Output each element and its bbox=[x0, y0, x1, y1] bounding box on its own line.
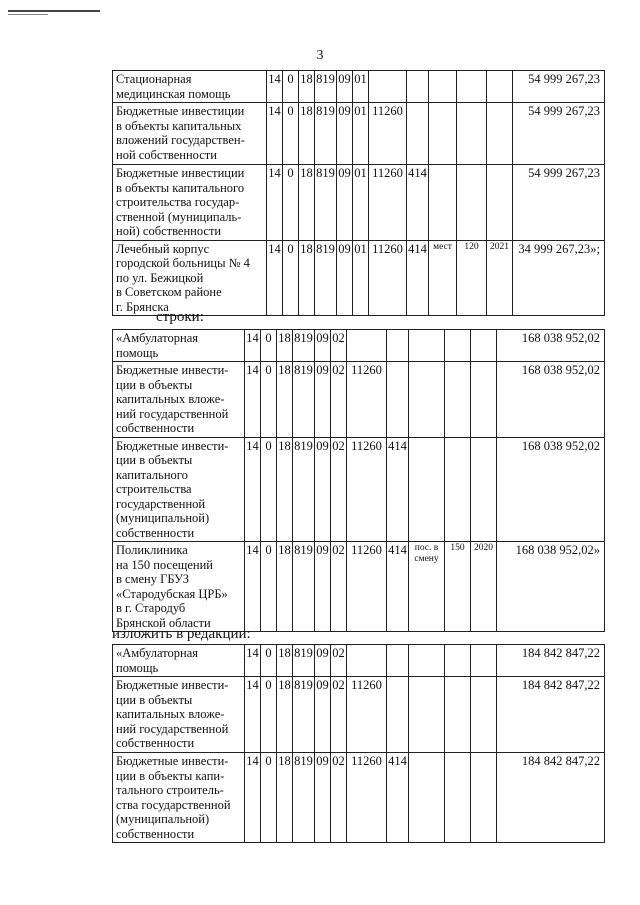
amount-cell: 184 842 847,22 bbox=[497, 645, 605, 677]
code-cell: 18 bbox=[299, 240, 315, 316]
amount-cell: 184 842 847,22 bbox=[497, 677, 605, 753]
code-cell: 819 bbox=[315, 103, 337, 165]
code-cell: 819 bbox=[293, 645, 315, 677]
code-cell bbox=[347, 645, 387, 677]
code-cell: 14 bbox=[245, 677, 261, 753]
code-cell: 819 bbox=[315, 165, 337, 241]
row-name: «Амбулаторная помощь bbox=[113, 645, 245, 677]
code-cell: 11260 bbox=[347, 753, 387, 843]
row-name: Поликлиника на 150 посещений в смену ГБУЗ «Стародубская ЦРБ» в г. Стародуб Брянской области bbox=[113, 542, 245, 632]
row-name: Стационарная медицинская помощь bbox=[113, 71, 267, 103]
code-cell bbox=[387, 645, 409, 677]
code-cell: 18 bbox=[299, 71, 315, 103]
unit-cell bbox=[429, 103, 457, 165]
code-cell: 02 bbox=[331, 542, 347, 632]
year-cell bbox=[471, 437, 497, 542]
table-row bbox=[113, 542, 605, 632]
code-cell: 0 bbox=[261, 645, 277, 677]
amount-cell: 34 999 267,23»; bbox=[513, 240, 605, 316]
budget-table-1 bbox=[112, 70, 605, 316]
code-cell: 414 bbox=[387, 542, 409, 632]
row-name: Бюджетные инвести- ции в объекты капитального строительства государственной (муниципальной) собственности bbox=[113, 437, 245, 542]
amount-cell: 184 842 847,22 bbox=[497, 753, 605, 843]
code-cell bbox=[387, 330, 409, 362]
row-name: Лечебный корпус городской больницы № 4 по ул. Бежицкой в Советском районе г. Брянска bbox=[113, 240, 267, 316]
unit-cell bbox=[409, 330, 445, 362]
budget-table-2 bbox=[112, 329, 605, 632]
code-cell: 0 bbox=[283, 240, 299, 316]
amount-cell: 54 999 267,23 bbox=[513, 165, 605, 241]
code-cell: 02 bbox=[331, 677, 347, 753]
code-cell: 11260 bbox=[347, 437, 387, 542]
row-name: Бюджетные инвестиции в объекты капитальных вложений государствен- ной собственности bbox=[113, 103, 267, 165]
code-cell: 18 bbox=[277, 362, 293, 438]
code-cell: 14 bbox=[267, 240, 283, 316]
unit-cell: пос. в смену bbox=[409, 542, 445, 632]
amount-cell: 54 999 267,23 bbox=[513, 71, 605, 103]
year-cell: 2021 bbox=[487, 240, 513, 316]
page-number: 3 bbox=[316, 48, 324, 63]
code-cell: 819 bbox=[293, 753, 315, 843]
code-cell: 18 bbox=[299, 165, 315, 241]
code-cell: 0 bbox=[261, 330, 277, 362]
row-name: Бюджетные инвести- ции в объекты капи- тального строитель- ства государственной (муниципальной) собственности bbox=[113, 753, 245, 843]
budget-table-3 bbox=[112, 644, 605, 843]
year-cell bbox=[487, 165, 513, 241]
code-cell: 819 bbox=[315, 71, 337, 103]
code-cell bbox=[407, 71, 429, 103]
code-cell: 18 bbox=[277, 753, 293, 843]
capacity-cell: 120 bbox=[457, 240, 487, 316]
code-cell: 14 bbox=[245, 330, 261, 362]
unit-cell bbox=[409, 677, 445, 753]
year-cell bbox=[471, 753, 497, 843]
code-cell: 18 bbox=[277, 542, 293, 632]
capacity-cell: 150 bbox=[445, 542, 471, 632]
unit-cell bbox=[429, 71, 457, 103]
unit-cell bbox=[409, 362, 445, 438]
year-cell bbox=[471, 677, 497, 753]
code-cell: 819 bbox=[315, 240, 337, 316]
code-cell: 14 bbox=[245, 362, 261, 438]
table-row bbox=[113, 753, 605, 843]
amount-cell: 54 999 267,23 bbox=[513, 103, 605, 165]
code-cell: 09 bbox=[337, 71, 353, 103]
code-cell: 14 bbox=[267, 103, 283, 165]
row-name: «Амбулаторная помощь bbox=[113, 330, 245, 362]
code-cell: 01 bbox=[353, 165, 369, 241]
code-cell: 0 bbox=[261, 542, 277, 632]
year-cell bbox=[487, 71, 513, 103]
code-cell bbox=[407, 103, 429, 165]
capacity-cell bbox=[457, 103, 487, 165]
code-cell: 18 bbox=[277, 330, 293, 362]
code-cell: 819 bbox=[293, 437, 315, 542]
year-cell bbox=[471, 362, 497, 438]
table-row bbox=[113, 165, 605, 241]
code-cell: 02 bbox=[331, 437, 347, 542]
capacity-cell bbox=[445, 753, 471, 843]
table-row bbox=[113, 71, 605, 103]
code-cell: 14 bbox=[267, 165, 283, 241]
code-cell: 414 bbox=[387, 753, 409, 843]
code-cell: 09 bbox=[337, 165, 353, 241]
table-row bbox=[113, 240, 605, 316]
code-cell: 819 bbox=[293, 362, 315, 438]
code-cell: 0 bbox=[283, 103, 299, 165]
code-cell: 11260 bbox=[347, 362, 387, 438]
code-cell: 09 bbox=[337, 103, 353, 165]
code-cell: 0 bbox=[283, 71, 299, 103]
code-cell bbox=[387, 362, 409, 438]
code-cell: 14 bbox=[245, 542, 261, 632]
capacity-cell bbox=[445, 677, 471, 753]
code-cell: 18 bbox=[277, 645, 293, 677]
table-row bbox=[113, 362, 605, 438]
amount-cell: 168 038 952,02 bbox=[497, 330, 605, 362]
code-cell: 18 bbox=[277, 677, 293, 753]
code-cell: 02 bbox=[331, 330, 347, 362]
code-cell: 18 bbox=[299, 103, 315, 165]
code-cell: 14 bbox=[245, 753, 261, 843]
code-cell: 11260 bbox=[369, 103, 407, 165]
code-cell: 02 bbox=[331, 753, 347, 843]
unit-cell bbox=[409, 753, 445, 843]
year-cell: 2020 bbox=[471, 542, 497, 632]
code-cell bbox=[347, 330, 387, 362]
year-cell bbox=[471, 330, 497, 362]
scan-mark bbox=[8, 10, 100, 12]
capacity-cell bbox=[445, 362, 471, 438]
code-cell: 09 bbox=[315, 437, 331, 542]
code-cell: 02 bbox=[331, 362, 347, 438]
code-cell: 09 bbox=[337, 240, 353, 316]
scan-mark bbox=[8, 14, 48, 15]
code-cell: 01 bbox=[353, 71, 369, 103]
table-row bbox=[113, 103, 605, 165]
code-cell: 0 bbox=[261, 677, 277, 753]
code-cell: 414 bbox=[387, 437, 409, 542]
table-row bbox=[113, 330, 605, 362]
code-cell: 819 bbox=[293, 542, 315, 632]
capacity-cell bbox=[457, 71, 487, 103]
code-cell: 11260 bbox=[369, 240, 407, 316]
capacity-cell bbox=[445, 330, 471, 362]
capacity-cell bbox=[457, 165, 487, 241]
code-cell: 0 bbox=[261, 362, 277, 438]
caption-rows: строки: bbox=[156, 309, 204, 325]
unit-cell bbox=[429, 165, 457, 241]
code-cell: 09 bbox=[315, 645, 331, 677]
capacity-cell bbox=[445, 645, 471, 677]
unit-cell bbox=[409, 437, 445, 542]
code-cell: 09 bbox=[315, 677, 331, 753]
code-cell: 09 bbox=[315, 362, 331, 438]
capacity-cell bbox=[445, 437, 471, 542]
code-cell: 18 bbox=[277, 437, 293, 542]
code-cell: 0 bbox=[261, 437, 277, 542]
code-cell: 02 bbox=[331, 645, 347, 677]
amount-cell: 168 038 952,02 bbox=[497, 437, 605, 542]
table-row bbox=[113, 645, 605, 677]
year-cell bbox=[487, 103, 513, 165]
code-cell: 11260 bbox=[369, 165, 407, 241]
row-name: Бюджетные инвести- ции в объекты капитальных вложе- ний государственной собственности bbox=[113, 362, 245, 438]
code-cell: 09 bbox=[315, 330, 331, 362]
row-name: Бюджетные инвестиции в объекты капитального строительства государ- ственной (муниципаль- ной) собственности bbox=[113, 165, 267, 241]
amount-cell: 168 038 952,02 bbox=[497, 362, 605, 438]
code-cell: 14 bbox=[245, 437, 261, 542]
code-cell: 01 bbox=[353, 103, 369, 165]
code-cell: 14 bbox=[267, 71, 283, 103]
code-cell: 09 bbox=[315, 753, 331, 843]
caption-new-wording: изложить в редакции: bbox=[112, 626, 251, 642]
code-cell: 11260 bbox=[347, 542, 387, 632]
unit-cell bbox=[409, 645, 445, 677]
row-name: Бюджетные инвести- ции в объекты капитальных вложе- ний государственной собственности bbox=[113, 677, 245, 753]
code-cell: 819 bbox=[293, 677, 315, 753]
code-cell bbox=[387, 677, 409, 753]
table-row bbox=[113, 677, 605, 753]
code-cell: 09 bbox=[315, 542, 331, 632]
year-cell bbox=[471, 645, 497, 677]
code-cell: 414 bbox=[407, 165, 429, 241]
code-cell: 11260 bbox=[347, 677, 387, 753]
code-cell: 14 bbox=[245, 645, 261, 677]
code-cell: 0 bbox=[261, 753, 277, 843]
unit-cell: мест bbox=[429, 240, 457, 316]
code-cell: 414 bbox=[407, 240, 429, 316]
code-cell bbox=[369, 71, 407, 103]
code-cell: 819 bbox=[293, 330, 315, 362]
code-cell: 0 bbox=[283, 165, 299, 241]
code-cell: 01 bbox=[353, 240, 369, 316]
table-row bbox=[113, 437, 605, 542]
amount-cell: 168 038 952,02» bbox=[497, 542, 605, 632]
